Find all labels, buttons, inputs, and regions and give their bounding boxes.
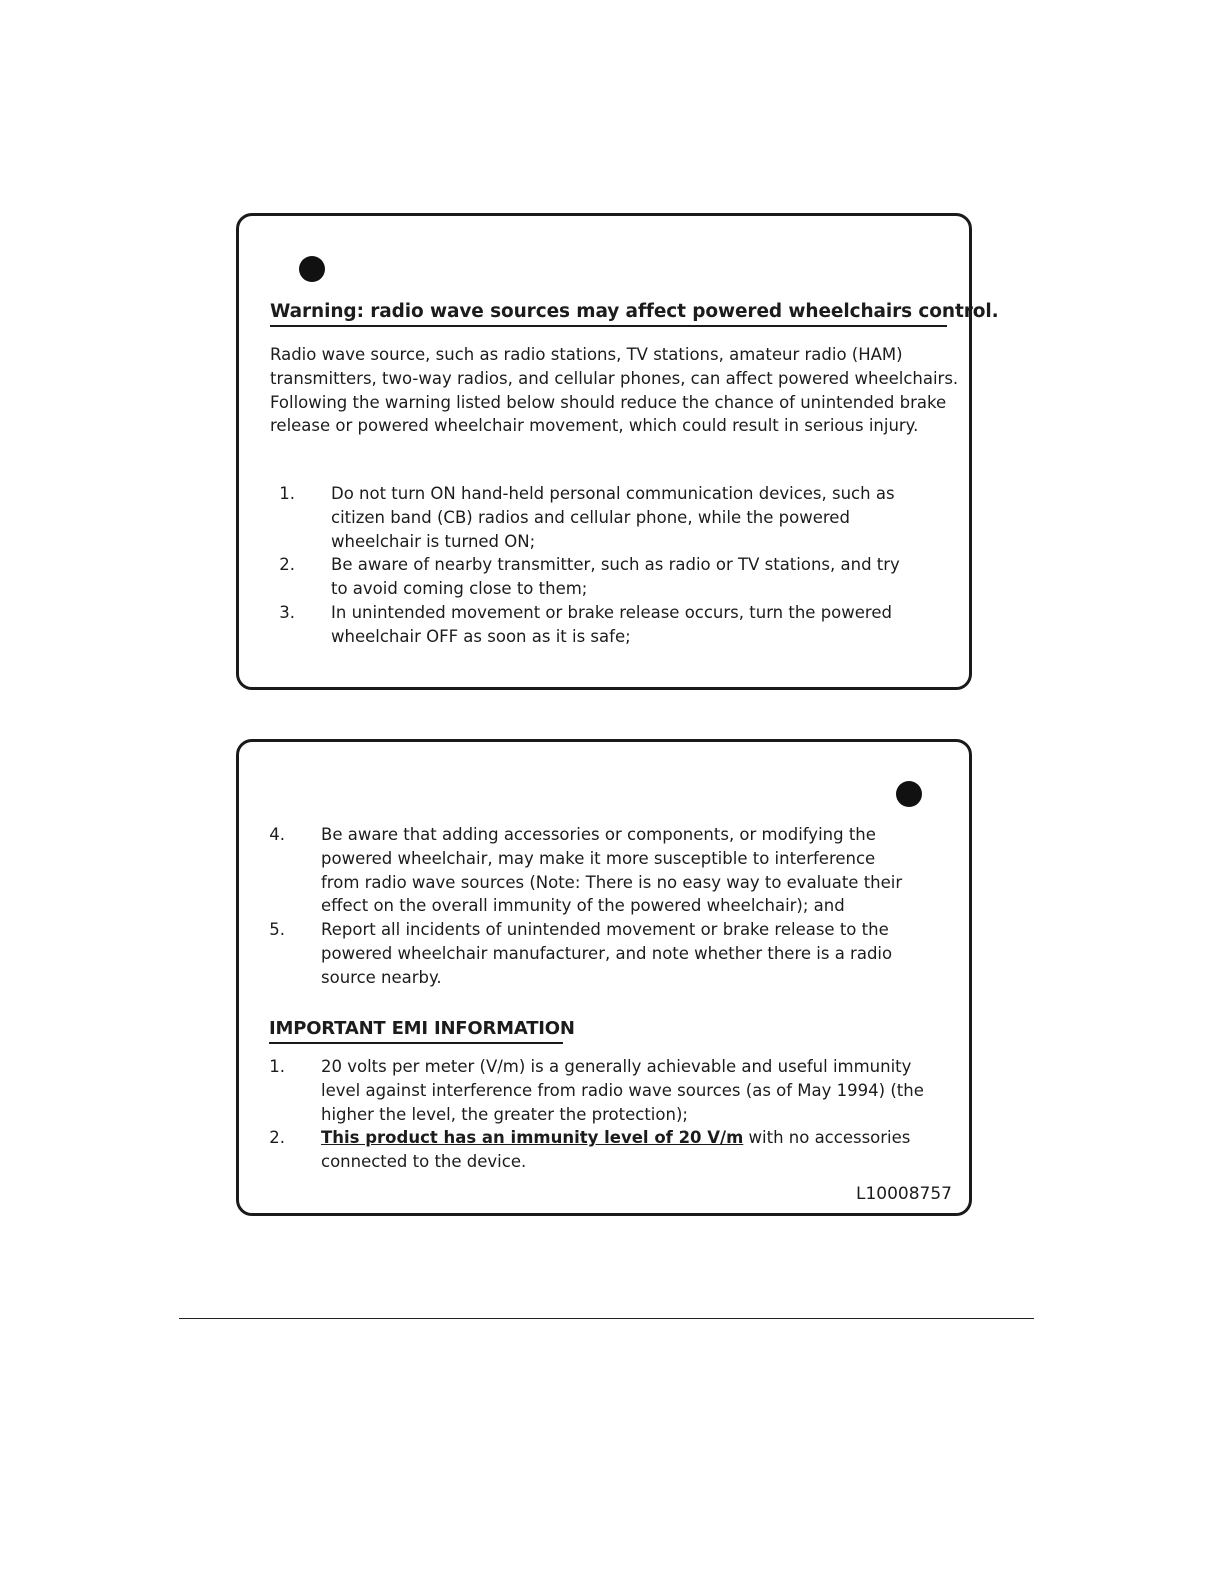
part-number: L10008757 [856, 1184, 952, 1204]
list-item [271, 553, 911, 601]
warning-label-card [236, 213, 999, 690]
list-item [261, 1055, 927, 1126]
footer-divider [179, 1318, 1034, 1319]
list-item-number: 3. [279, 602, 295, 622]
list-item [271, 601, 911, 649]
list-item-number: 4. [269, 825, 285, 844]
list-item-text: Be aware of nearby transmitter, such as radio or TV stations, and try to avoid coming close to them; [331, 555, 900, 599]
list-item [261, 1126, 927, 1174]
emi-heading: IMPORTANT EMI INFORMATION [269, 1018, 563, 1044]
list-item-text: In unintended movement or brake release occurs, turn the powered wheelchair OFF as soon as it is safe; [331, 602, 892, 646]
warning-heading: Warning: radio wave sources may affect powered wheelchairs control. [270, 301, 947, 327]
list-item-number: 2. [269, 1128, 285, 1148]
emi-label-card [236, 739, 972, 1216]
immunity-level-emphasis: This product has an immunity level of 20 V/m [321, 1128, 744, 1148]
list-item [261, 823, 911, 918]
warning-list [271, 482, 911, 649]
list-item-text: Do not turn ON hand-held personal communication devices, such as citizen band (CB) radios and cellular phone, while the powered wheelchair is turned ON; [331, 484, 895, 551]
list-item-text: with no accessories connected to the device. [321, 1128, 911, 1172]
registration-dot-icon [299, 256, 325, 282]
registration-dot-icon [896, 781, 922, 807]
list-item-text: 20 volts per meter (V/m) is a generally achievable and useful immunity level against interference from radio wave sources (as of May 1994) (the higher the level, the greater the protection); [321, 1057, 924, 1124]
list-item-number: 5. [269, 920, 285, 940]
list-item-number: 1. [279, 484, 295, 503]
list-item-text: Be aware that adding accessories or components, or modifying the powered wheelchair, may make it more susceptible to interference from radio wave sources (Note: There is no easy way to evaluate their effect on the overall immunity of the powered wheelchair); and [321, 825, 903, 916]
list-item-text: Report all incidents of unintended movement or brake release to the powered wheelchair manufacturer, and note whether there is a radio source nearby. [321, 920, 893, 987]
list-item [271, 482, 911, 553]
list-item-number: 2. [279, 555, 295, 575]
warning-intro-text: Radio wave source, such as radio stations, TV stations, amateur radio (HAM) transmitters, two-way radios, and cellular phones, can affect powered wheelchairs. Following the warning listed below should reduce the chance of unintended brake release or powered wheelchair movement, which could result in serious injury. [270, 345, 959, 436]
list-item [261, 918, 911, 989]
warning-list-continued [261, 823, 911, 990]
emi-list [261, 1055, 927, 1174]
list-item-number: 1. [269, 1057, 285, 1076]
